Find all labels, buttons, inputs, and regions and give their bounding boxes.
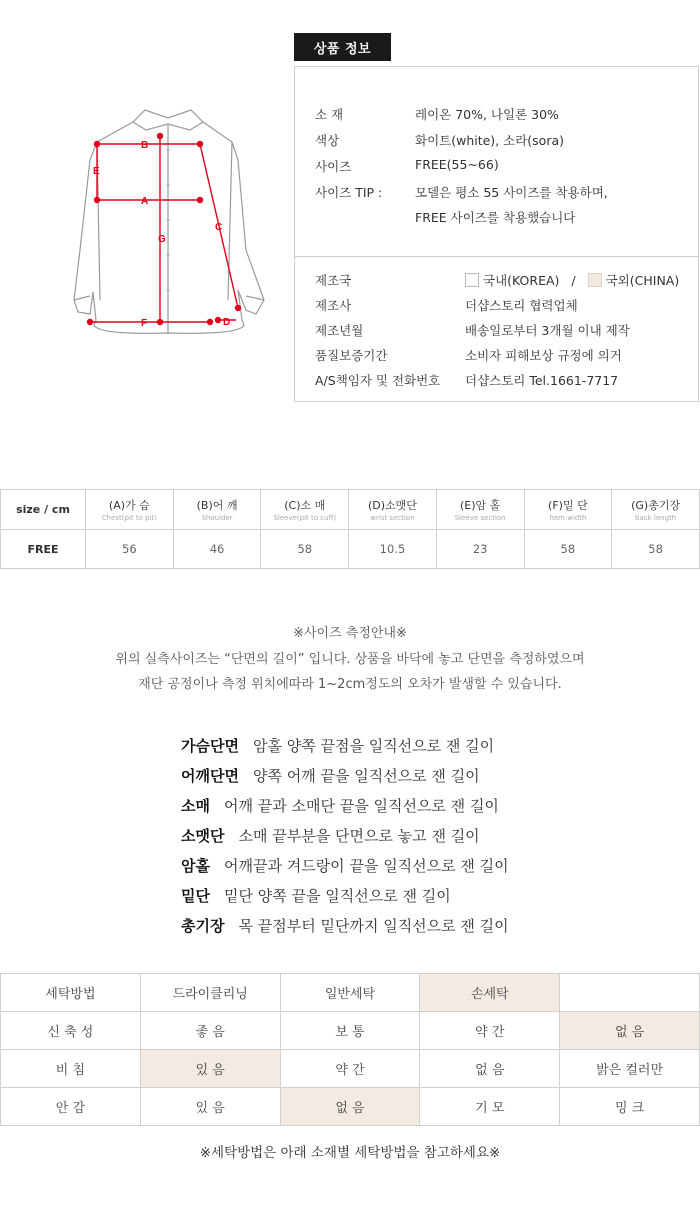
size-value-chest: 56 [86,530,174,569]
size-header-chest: (A)가 슴 Chest(pit to pit) [86,490,174,530]
size-table [0,489,700,569]
diagram-label-e: E [93,166,100,177]
size-value-shoulder: 46 [173,530,261,569]
spec-value-size-tip: 모델은 평소 55 사이즈를 착용하며, [415,185,608,200]
definition-item: 소매 어깨 끝과 소매단 끝을 일직선으로 잰 길이 [181,796,499,815]
as-contact-value: 더샵스토리 Tel.1661-7717 [465,373,619,388]
care-cell: 밝은 컬러만 [560,1050,700,1088]
diagram-label-d: D [223,317,231,328]
warranty-label: 품질보증기간 [315,348,388,363]
size-value-length: 58 [612,530,700,569]
care-row-stretch [1,1012,700,1050]
care-cell: 보 통 [280,1012,420,1050]
care-cell: 없 음 [280,1088,420,1126]
care-cell: 약 간 [420,1012,560,1050]
size-value-armhole: 23 [436,530,524,569]
shirt-measurement-diagram [60,100,280,360]
care-row-sheer [1,1050,700,1088]
info-divider [295,256,698,257]
size-header-length: (G)총기장 back length [612,490,700,530]
diagram-label-g: G [158,234,166,245]
origin-separator: / [571,272,576,288]
size-header-sleeve: (C)소 매 Sleeve(pit to cuff) [261,490,349,530]
care-cell: 세탁방법 [1,974,141,1012]
care-cell: 약 간 [280,1050,420,1088]
size-table-row [1,530,700,569]
size-header-hem: (F)밑 단 hem width [524,490,612,530]
care-row-wash [1,974,700,1012]
size-header-armhole: (E)암 홀 Sleeve section [436,490,524,530]
care-cell [560,974,700,1012]
spec-label-size: 사이즈 [315,159,352,174]
definition-item: 총기장 목 끝점부터 밑단까지 일직선으로 잰 길이 [181,916,509,935]
definition-item: 소맷단 소매 끝부분을 단면으로 놓고 잰 길이 [181,826,480,845]
definition-item: 어깨단면 양쪽 어깨 끝을 일직선으로 잰 길이 [181,766,480,785]
care-cell: 일반세탁 [280,974,420,1012]
origin-korea-text: 국내(KOREA) [483,273,560,288]
care-footnote: ※세탁방법은 아래 소재별 세탁방법을 참고하세요※ [199,1145,501,1161]
size-value-sleeve: 58 [261,530,349,569]
diagram-label-c: C [215,222,223,233]
spec-value-size: FREE(55~66) [415,157,499,172]
spec-label-material: 소 재 [315,107,344,122]
warranty-value: 소비자 피해보상 규정에 의거 [465,348,622,363]
size-header-shoulder: (B)어 깨 Shoulder [173,490,261,530]
care-cell: 신 축 성 [1,1012,141,1050]
definition-item: 밑단 밑단 양쪽 끝을 일직선으로 잰 길이 [181,886,451,905]
origin-options [465,271,679,289]
spec-value-color: 화이트(white), 소라(sora) [415,133,564,148]
care-cell: 없 음 [560,1012,700,1050]
product-info-box [294,66,699,402]
care-cell: 좋 음 [140,1012,280,1050]
size-header-wrist: (D)소맷단 wrist section [349,490,437,530]
spec-label-size-tip: 사이즈 TIP : [315,185,383,200]
size-notice-title: ※사이즈 측정안내※ [293,626,407,641]
care-cell: 손세탁 [420,974,560,1012]
size-notice-line2: 재단 공정이나 측정 위치에따라 1~2cm정도의 오차가 발생할 수 있습니다. [138,677,562,692]
care-row-lining [1,1088,700,1126]
as-contact-label: A/S책임자 및 전화번호 [315,373,441,388]
origin-china-text: 국외(CHINA) [605,273,680,288]
care-table [0,973,700,1126]
care-cell: 기 모 [420,1088,560,1126]
care-cell: 비 침 [1,1050,141,1088]
care-cell: 드라이클리닝 [140,974,280,1012]
care-cell: 안 감 [1,1088,141,1126]
size-table-header-row [1,490,700,530]
diagram-label-a: A [141,196,149,207]
origin-china-checkbox [588,273,602,287]
mfg-date-value: 배송일로부터 3개월 이내 제작 [465,323,630,338]
maker-value: 더샵스토리 협력업체 [465,298,578,313]
measurement-definitions [181,730,509,940]
care-cell: 있 음 [140,1050,280,1088]
maker-label: 제조사 [315,298,352,313]
definition-item: 가슴단면 암홀 양쪽 끝점을 일직선으로 잰 길이 [181,736,495,755]
care-cell: 있 음 [140,1088,280,1126]
origin-korea-checkbox [465,273,479,287]
diagram-label-b: B [141,140,149,151]
size-row-label: FREE [1,530,86,569]
size-notice-line1: 위의 실측사이즈는 “단면의 길이” 입니다. 상품을 바닥에 놓고 단면을 측정하였으며 [115,652,585,667]
size-table-corner: size / cm [1,490,86,530]
care-cell: 없 음 [420,1050,560,1088]
spec-value-size-tip-2: FREE 사이즈를 착용했습니다 [415,210,576,225]
spec-label-color: 색상 [315,133,340,148]
size-value-wrist: 10.5 [349,530,437,569]
spec-value-material: 레이온 70%, 나일론 30% [415,107,559,122]
diagram-label-f: F [141,318,148,329]
definition-item: 암홀 어깨끝과 겨드랑이 끝을 일직선으로 잰 길이 [181,856,509,875]
product-info-title: 상품 정보 [294,33,391,61]
origin-label: 제조국 [315,273,352,288]
care-cell: 밍 크 [560,1088,700,1126]
size-value-hem: 58 [524,530,612,569]
mfg-date-label: 제조년월 [315,323,364,338]
